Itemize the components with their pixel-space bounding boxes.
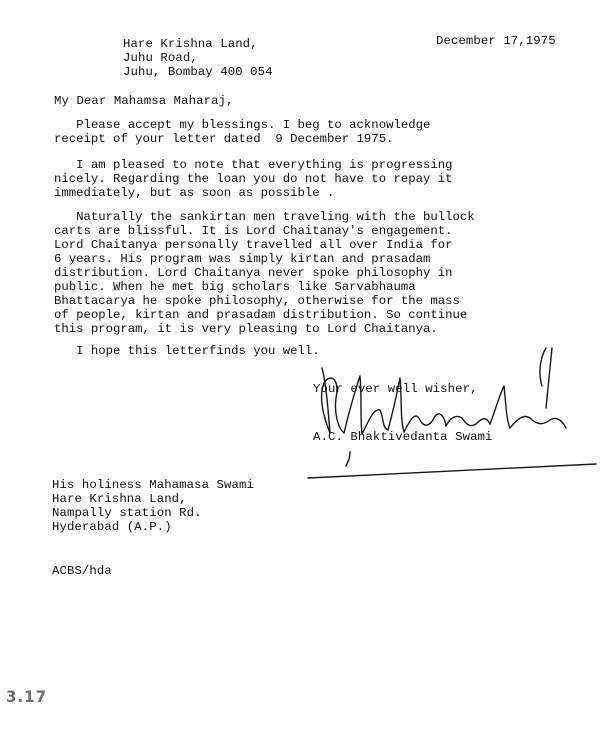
paragraph-line: of people, kirtan and prasadam distribution. So continue	[54, 308, 468, 322]
handwritten-signature	[300, 338, 600, 488]
paragraph-line: this program, it is very pleasing to Lord Chaitanya.	[54, 322, 438, 336]
signer-name: A.C. Bhaktivedanta Swami	[313, 430, 493, 444]
paragraph-line: Lord Chaitanya personally travelled all over India for	[54, 238, 453, 252]
reference-initials: ACBS/hda	[52, 564, 112, 578]
paragraph-line: public. When he met big scholars like Sarvabhauma	[54, 280, 416, 294]
paragraph-line: receipt of your letter dated 9 December 1975.	[54, 132, 394, 146]
paragraph-line: I hope this letterfinds you well.	[54, 344, 320, 358]
sender-address-line: Hare Krishna Land,	[123, 37, 258, 51]
recipient-address-line: Nampally station Rd.	[52, 506, 202, 520]
archive-stamp: 3.17	[6, 687, 48, 707]
paragraph-line: Bhattacarya he spoke philosophy, otherwise for the mass	[54, 294, 460, 308]
paragraph-closing-wish	[54, 344, 320, 358]
paragraph-line: 6 years. His program was simply kirtan and prasadam	[54, 252, 431, 266]
paragraph-line: Please accept my blessings. I beg to acknowledge	[54, 118, 431, 132]
paragraph-loan	[54, 158, 452, 200]
sender-address-line: Juhu Road,	[123, 51, 198, 65]
paragraph-line: I am pleased to note that everything is progressing	[54, 158, 453, 172]
salutation: My Dear Mahamsa Maharaj,	[54, 94, 234, 108]
paragraph-line: immediately, but as soon as possible .	[54, 186, 335, 200]
paragraph-sankirtan	[54, 210, 475, 336]
letter-date: December 17,1975	[436, 34, 556, 48]
paragraph-blessings	[54, 118, 430, 146]
paragraph-line: carts are blissful. It is Lord Chaitanay's engagement.	[54, 224, 453, 238]
paragraph-line: Naturally the sankirtan men traveling with the bullock	[54, 210, 475, 224]
recipient-address-line: Hare Krishna Land,	[52, 492, 187, 506]
recipient-address-line: Hyderabad (A.P.)	[52, 520, 172, 534]
recipient-address-line: His holiness Mahamasa Swami	[52, 478, 254, 492]
paragraph-line: distribution. Lord Chaitanya never spoke philosophy in	[54, 266, 453, 280]
closing-phrase: Your ever well wisher,	[313, 382, 478, 396]
sender-address-line: Juhu, Bombay 400 054	[123, 65, 273, 79]
paragraph-line: nicely. Regarding the loan you do not have to repay it	[54, 172, 453, 186]
